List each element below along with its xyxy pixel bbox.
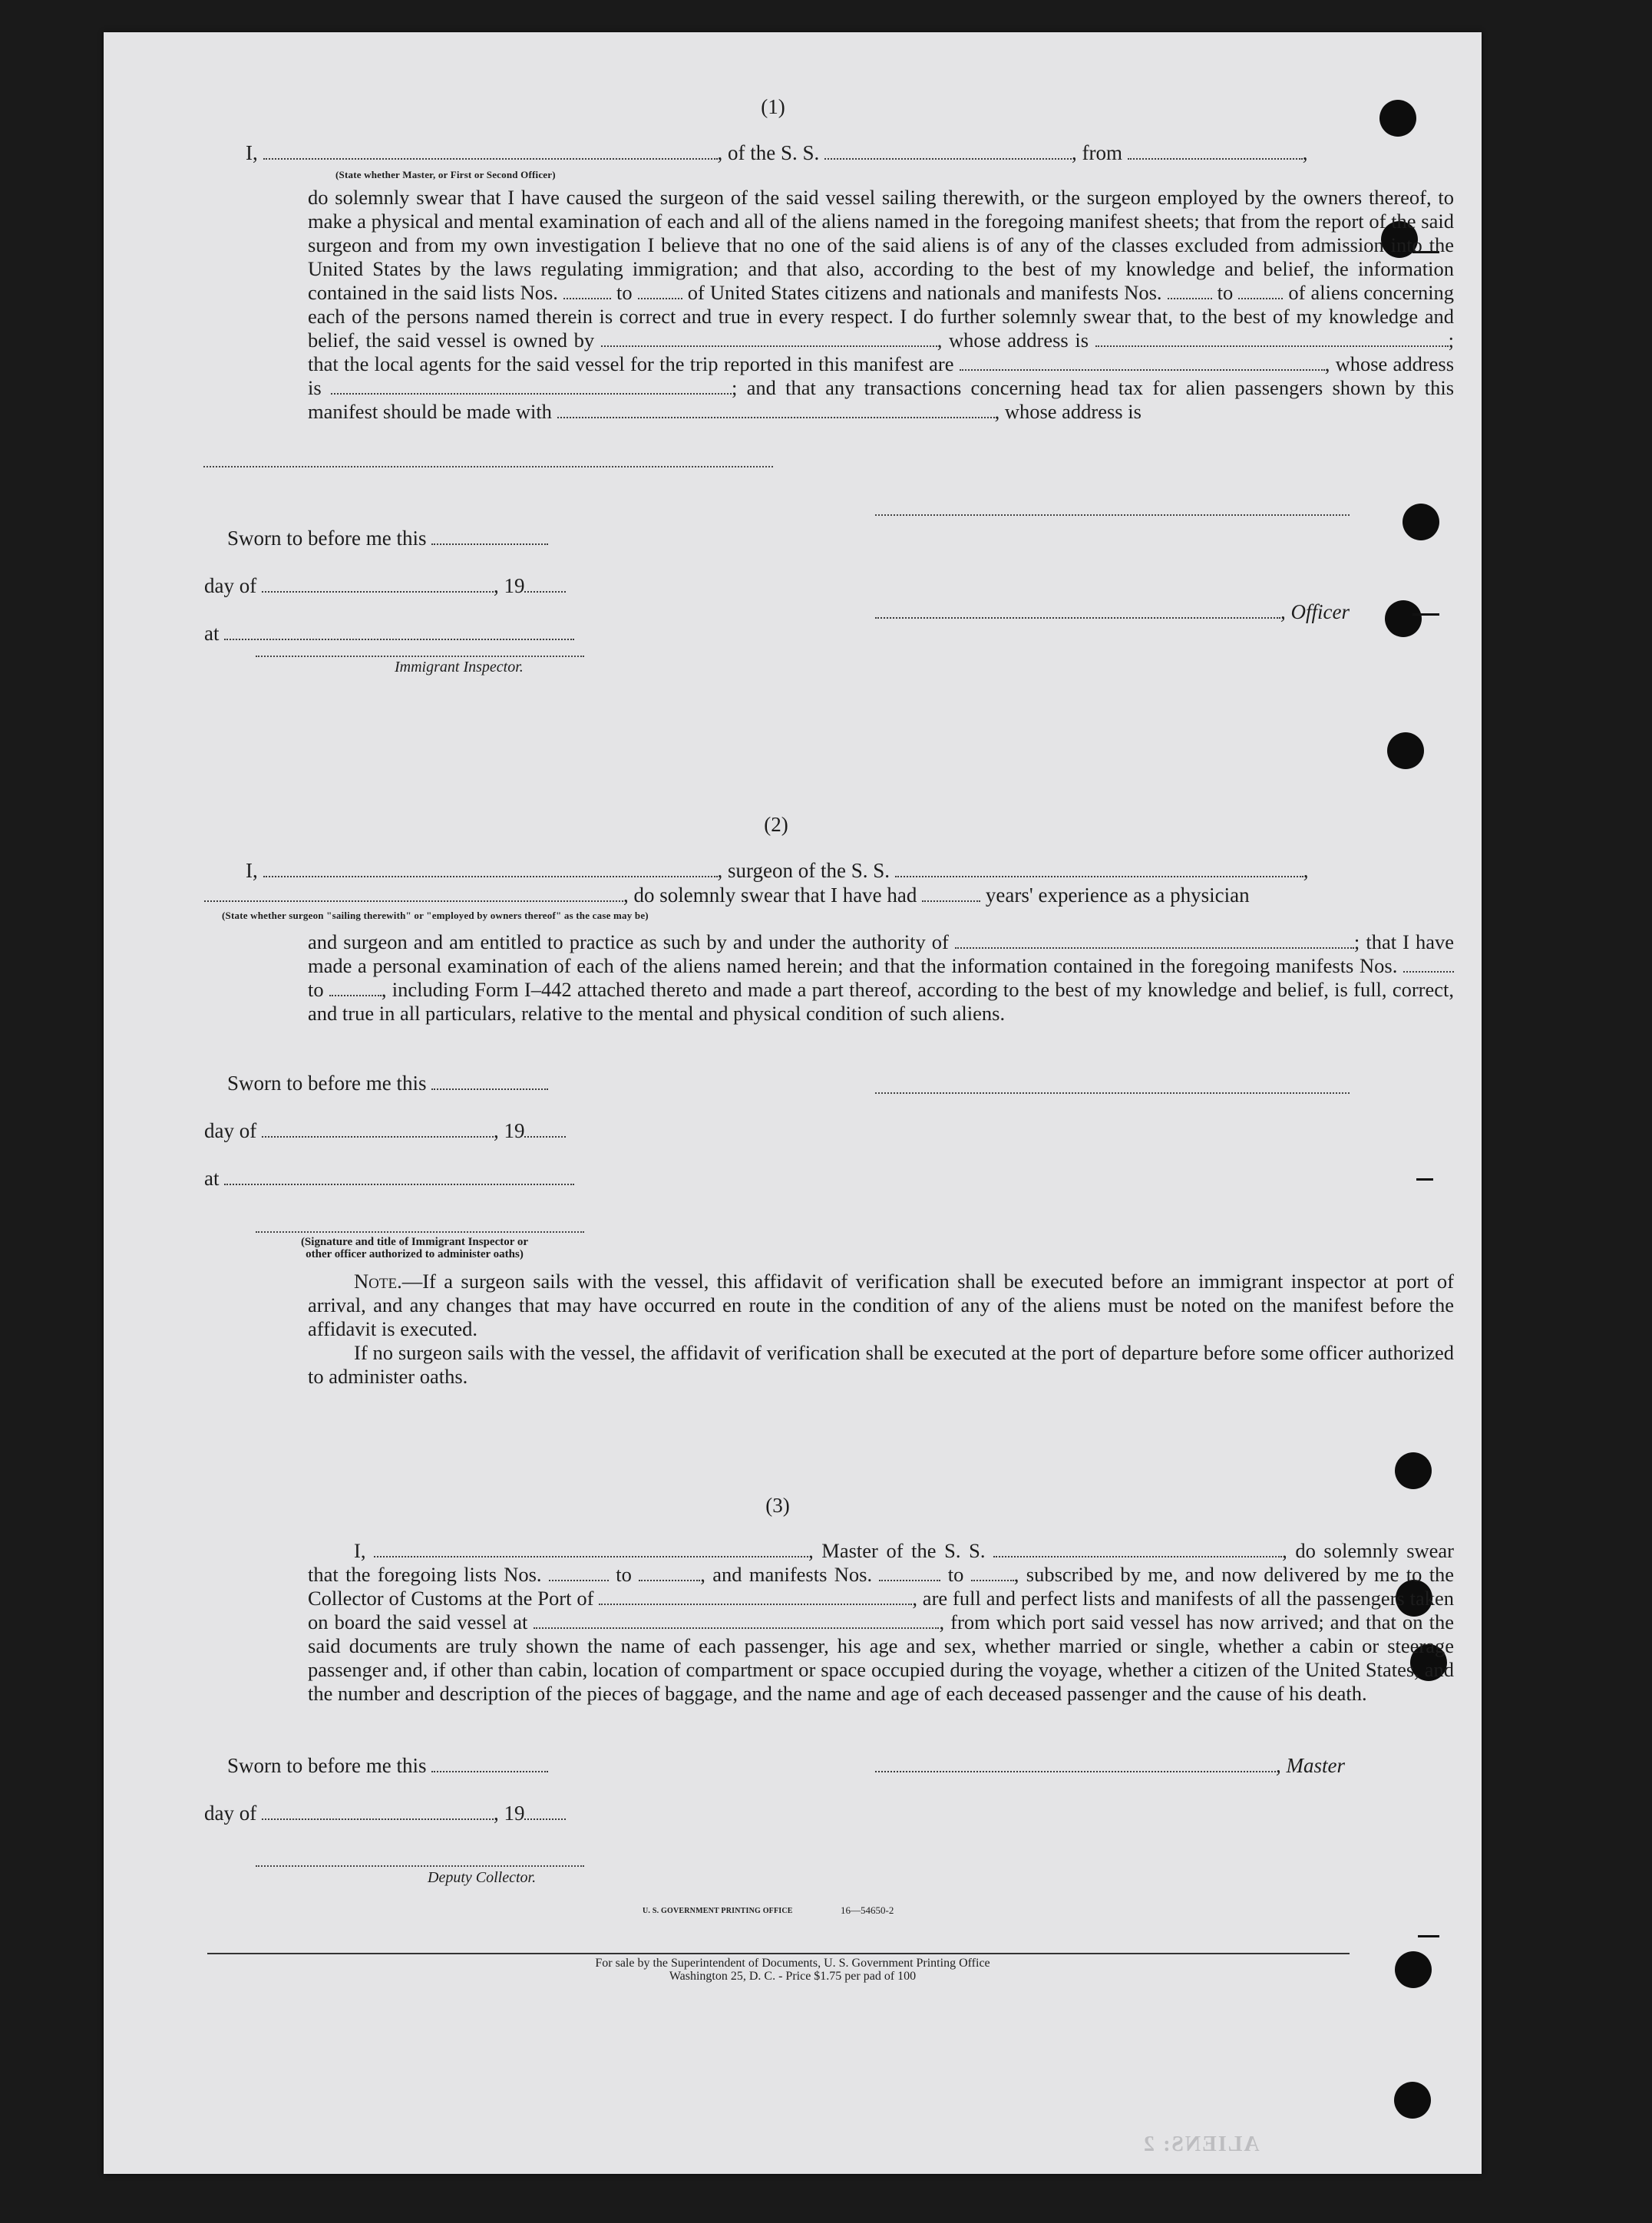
text: ,: [1303, 859, 1309, 882]
text: I,: [246, 141, 258, 164]
section-2-sig-caption: [246, 1236, 583, 1260]
section-2-day-of: [204, 1119, 566, 1143]
section-2-at: [204, 1167, 574, 1191]
text: at: [204, 1167, 220, 1190]
blank-local-agents: [960, 366, 1325, 371]
section-2-line-1: [246, 859, 1309, 883]
punch-hole: [1379, 100, 1416, 137]
text: to: [947, 1563, 964, 1586]
blank-manifest-to: [971, 1577, 1014, 1581]
text: day of: [204, 1802, 257, 1825]
text: of aliens concerning each of the persons named therein is correct and true in every respect. I do further solemnly swear that, to the best of my knowledge and belief, the said vessel is owned by: [308, 281, 1455, 352]
text: Sworn to before me this: [227, 1754, 427, 1777]
blank-owner-address: [1095, 342, 1449, 347]
text: years' experience as a physician: [985, 884, 1250, 907]
section-2-number: (2): [764, 813, 788, 836]
text: manifests of all the passengers taken on board the said vessel at: [308, 1587, 1455, 1633]
signature-line-officer-1: [875, 514, 1350, 516]
text: ; and that any transactions concerning head tax for alien: [731, 376, 1226, 399]
text: that I have made a personal examination of each of the aliens named herein; and that the information contained in the foregoing manifests Nos.: [308, 930, 1455, 977]
punch-hole: [1395, 1452, 1432, 1489]
section-3-number: (3): [765, 1494, 790, 1517]
text: , 19: [493, 1119, 525, 1142]
blank-list-to: [638, 295, 682, 299]
blank-manifest-to: [1238, 295, 1283, 299]
section-1-sworn: [227, 527, 548, 550]
blank-agents-address: [331, 390, 732, 395]
text: , are full and perfect lists and: [912, 1587, 1151, 1610]
section-2-type-caption: (State whether surgeon "sailing therewith" or "employed by owners thereof" as the case may be): [222, 910, 649, 921]
section-3-day-of: [204, 1802, 566, 1825]
blank-place: [224, 1181, 574, 1185]
blank-owner: [601, 342, 937, 347]
section-1-line-1: [246, 141, 1308, 165]
blank-master-name: [374, 1553, 808, 1557]
blank-manifest-from: [1403, 968, 1454, 973]
text: If no surgeon sails with the vessel, the affidavit of verification shall be executed at the port of departure before some officer authorized to administer oaths.: [308, 1341, 1454, 1388]
text: I,: [354, 1539, 366, 1562]
text: to: [616, 1563, 632, 1586]
text: , including Form I–442 attached thereto and made a part thereof, according to the best of my knowledge and belief, is full, correct, and true in all particulars, relative to the mental and physical condition of such aliens.: [308, 978, 1454, 1025]
blank-authority: [955, 944, 1354, 949]
sale-notice-1: For sale by the Superintendent of Documents, U. S. Government Printing Office: [595, 1957, 990, 1970]
blank-month: [262, 1133, 494, 1138]
text: delivered by me to the Collector of Customs at the Port of: [308, 1563, 1455, 1610]
blank-head-tax-address: [203, 466, 773, 467]
footer-rule: [207, 1953, 1350, 1954]
text: swear that the foregoing lists Nos.: [308, 1539, 1455, 1586]
blank-list-from: [563, 295, 611, 299]
text: Sworn to before me this: [227, 1072, 427, 1095]
section-3-body: [308, 1539, 1454, 1706]
section-1-at: [204, 622, 574, 646]
punch-hole: [1385, 600, 1422, 637]
text: , 19: [493, 1802, 525, 1825]
section-3-sworn: [227, 1754, 548, 1778]
text: Sworn to before me this: [227, 527, 427, 550]
blank-sworn-date: [431, 1768, 548, 1772]
section-1-body: [308, 186, 1454, 424]
punch-hole: [1395, 1951, 1432, 1988]
section-2-note: [308, 1270, 1454, 1389]
text: , and manifests Nos.: [700, 1563, 873, 1586]
text: ,: [1302, 141, 1308, 164]
punch-hole: [1387, 732, 1424, 769]
section-1-number: (1): [761, 95, 785, 118]
blank-month: [262, 1815, 494, 1820]
text: port said vessel has now arrived; and that on the said documents are truly shown the name of each passenger, his age and sex, whether married or single, whether a cabin or steerage passenger and, if other than cabin, location of compartment or space occupied during the voyage, whether a citizen of the United States, and the number and description of the pieces of baggage, and the name and age of each deceased passenger and the cause of his death.: [308, 1610, 1455, 1705]
blank-place: [224, 636, 574, 640]
section-2-sworn: [227, 1072, 548, 1095]
blank-manifest-from: [879, 1577, 940, 1581]
form-page: [104, 32, 1482, 2174]
text: , do solemnly swear that I have had: [623, 884, 917, 907]
blank-year: [524, 588, 566, 593]
text: to: [616, 281, 633, 304]
blank-month: [262, 588, 494, 593]
signature-line-officer: [875, 614, 1280, 619]
blank-sworn-date: [431, 1085, 548, 1090]
text: (Signature and title of Immigrant Inspector or: [300, 1236, 529, 1248]
text: at: [204, 622, 220, 645]
blank-sworn-date: [431, 540, 548, 545]
section-1-rank-caption: (State whether Master, or First or Second Officer): [335, 169, 556, 180]
signature-line-inspector: [256, 1231, 584, 1233]
scratch-mark: [1416, 1178, 1433, 1181]
blank-years: [922, 897, 980, 902]
text: , subscribed by me, and now: [1013, 1563, 1257, 1586]
text: , of the S. S.: [717, 141, 820, 164]
text: , do solemnly: [1282, 1539, 1399, 1562]
text: day of: [204, 574, 257, 597]
blank-head-tax-contact: [557, 414, 995, 418]
blank-rank: [263, 155, 718, 160]
blank-surgeon-name: [263, 873, 718, 877]
text: ;: [1353, 930, 1360, 953]
text: , Master: [1276, 1754, 1345, 1777]
blank-manifest-from: [1168, 295, 1212, 299]
punch-hole: [1403, 504, 1439, 540]
text: I,: [246, 859, 258, 882]
text: , whose address is: [994, 400, 1142, 423]
gpo-imprint: U. S. GOVERNMENT PRINTING OFFICE: [643, 1907, 793, 1915]
text: , Officer: [1280, 600, 1350, 623]
bleed-through-text: ALIENS: 2: [1142, 2132, 1260, 2156]
blank-embark-port: [534, 1624, 939, 1629]
blank-list-to: [639, 1577, 700, 1581]
text: —If a surgeon sails with the vessel, this affidavit of verification shall be executed before an immigrant inspector at port of arrival, and any changes that may have occurred en route in the condition of any of the aliens must be noted on the manifest before the affidavit is executed.: [308, 1270, 1454, 1340]
blank-year: [524, 1815, 566, 1820]
text: to: [308, 978, 324, 1001]
section-2-line-2: [204, 884, 1250, 907]
scratch-mark: [1418, 1935, 1439, 1937]
text: day of: [204, 1119, 257, 1142]
signature-line-deputy: [256, 1865, 584, 1867]
text: , whose address is: [937, 329, 1089, 352]
text: ;: [1448, 329, 1454, 352]
text: that the local agents for the said vessel for the trip reported in this manifest are: [308, 352, 954, 375]
blank-manifest-to: [329, 992, 382, 996]
text: , 19: [493, 574, 525, 597]
section-2-body: [308, 930, 1454, 1026]
text: whose address is: [308, 352, 1455, 399]
text: of United States citizens and nationals and manifests Nos.: [687, 281, 1162, 304]
blank-ship-name: [895, 873, 1303, 877]
text: , from which: [939, 1610, 1046, 1633]
blank-from-port: [1128, 155, 1303, 160]
blank-list-from: [549, 1577, 609, 1581]
section-3-master-line: [875, 1754, 1345, 1778]
blank-ship-name: [824, 155, 1072, 160]
signature-line-inspector: [256, 656, 584, 657]
text: , surgeon of the S. S.: [717, 859, 890, 882]
text: other officer authorized to administer oaths): [306, 1248, 524, 1260]
text: passengers shown by this manifest should be made with: [308, 376, 1455, 423]
scratch-mark: [1412, 613, 1439, 616]
punch-hole: [1394, 2082, 1431, 2119]
text: and surgeon and am entitled to practice as such by and under the authority of: [308, 930, 949, 953]
section-1-day-of: [204, 574, 566, 598]
section-3-deputy-caption: Deputy Collector.: [428, 1869, 537, 1886]
signature-line-master: [875, 1768, 1276, 1772]
blank-ship-name: [993, 1553, 1282, 1557]
text: , from: [1072, 141, 1122, 164]
text: do solemnly swear that I have caused the surgeon of the said vessel sailing therewith, or the surgeon employed by the owners thereof, to make a physical and mental examination of each and all of the aliens named in the foregoing manifest sheets; that from the report of the said surgeon and from my own investigation I believe that no one of the said aliens is of any of the classes excluded from admission into the United States by the laws regulating immigration; and that also, according to the best of my knowledge and belief, the information contained in the said lists Nos.: [308, 186, 1454, 304]
section-1-officer-line: [875, 600, 1350, 624]
form-number: 16—54650-2: [841, 1904, 894, 1916]
sale-notice-2: Washington 25, D. C. - Price $1.75 per pad of 100: [669, 1970, 917, 1983]
blank-year: [524, 1133, 566, 1138]
text: ,: [1324, 352, 1330, 375]
section-1-inspector-caption: Immigrant Inspector.: [395, 659, 524, 675]
blank-port: [599, 1600, 912, 1605]
text: , Master of the S. S.: [808, 1539, 986, 1562]
note-label: Note.: [354, 1270, 402, 1293]
blank-surgeon-type: [204, 897, 623, 902]
signature-line-surgeon: [875, 1092, 1350, 1094]
text: to: [1217, 281, 1234, 304]
